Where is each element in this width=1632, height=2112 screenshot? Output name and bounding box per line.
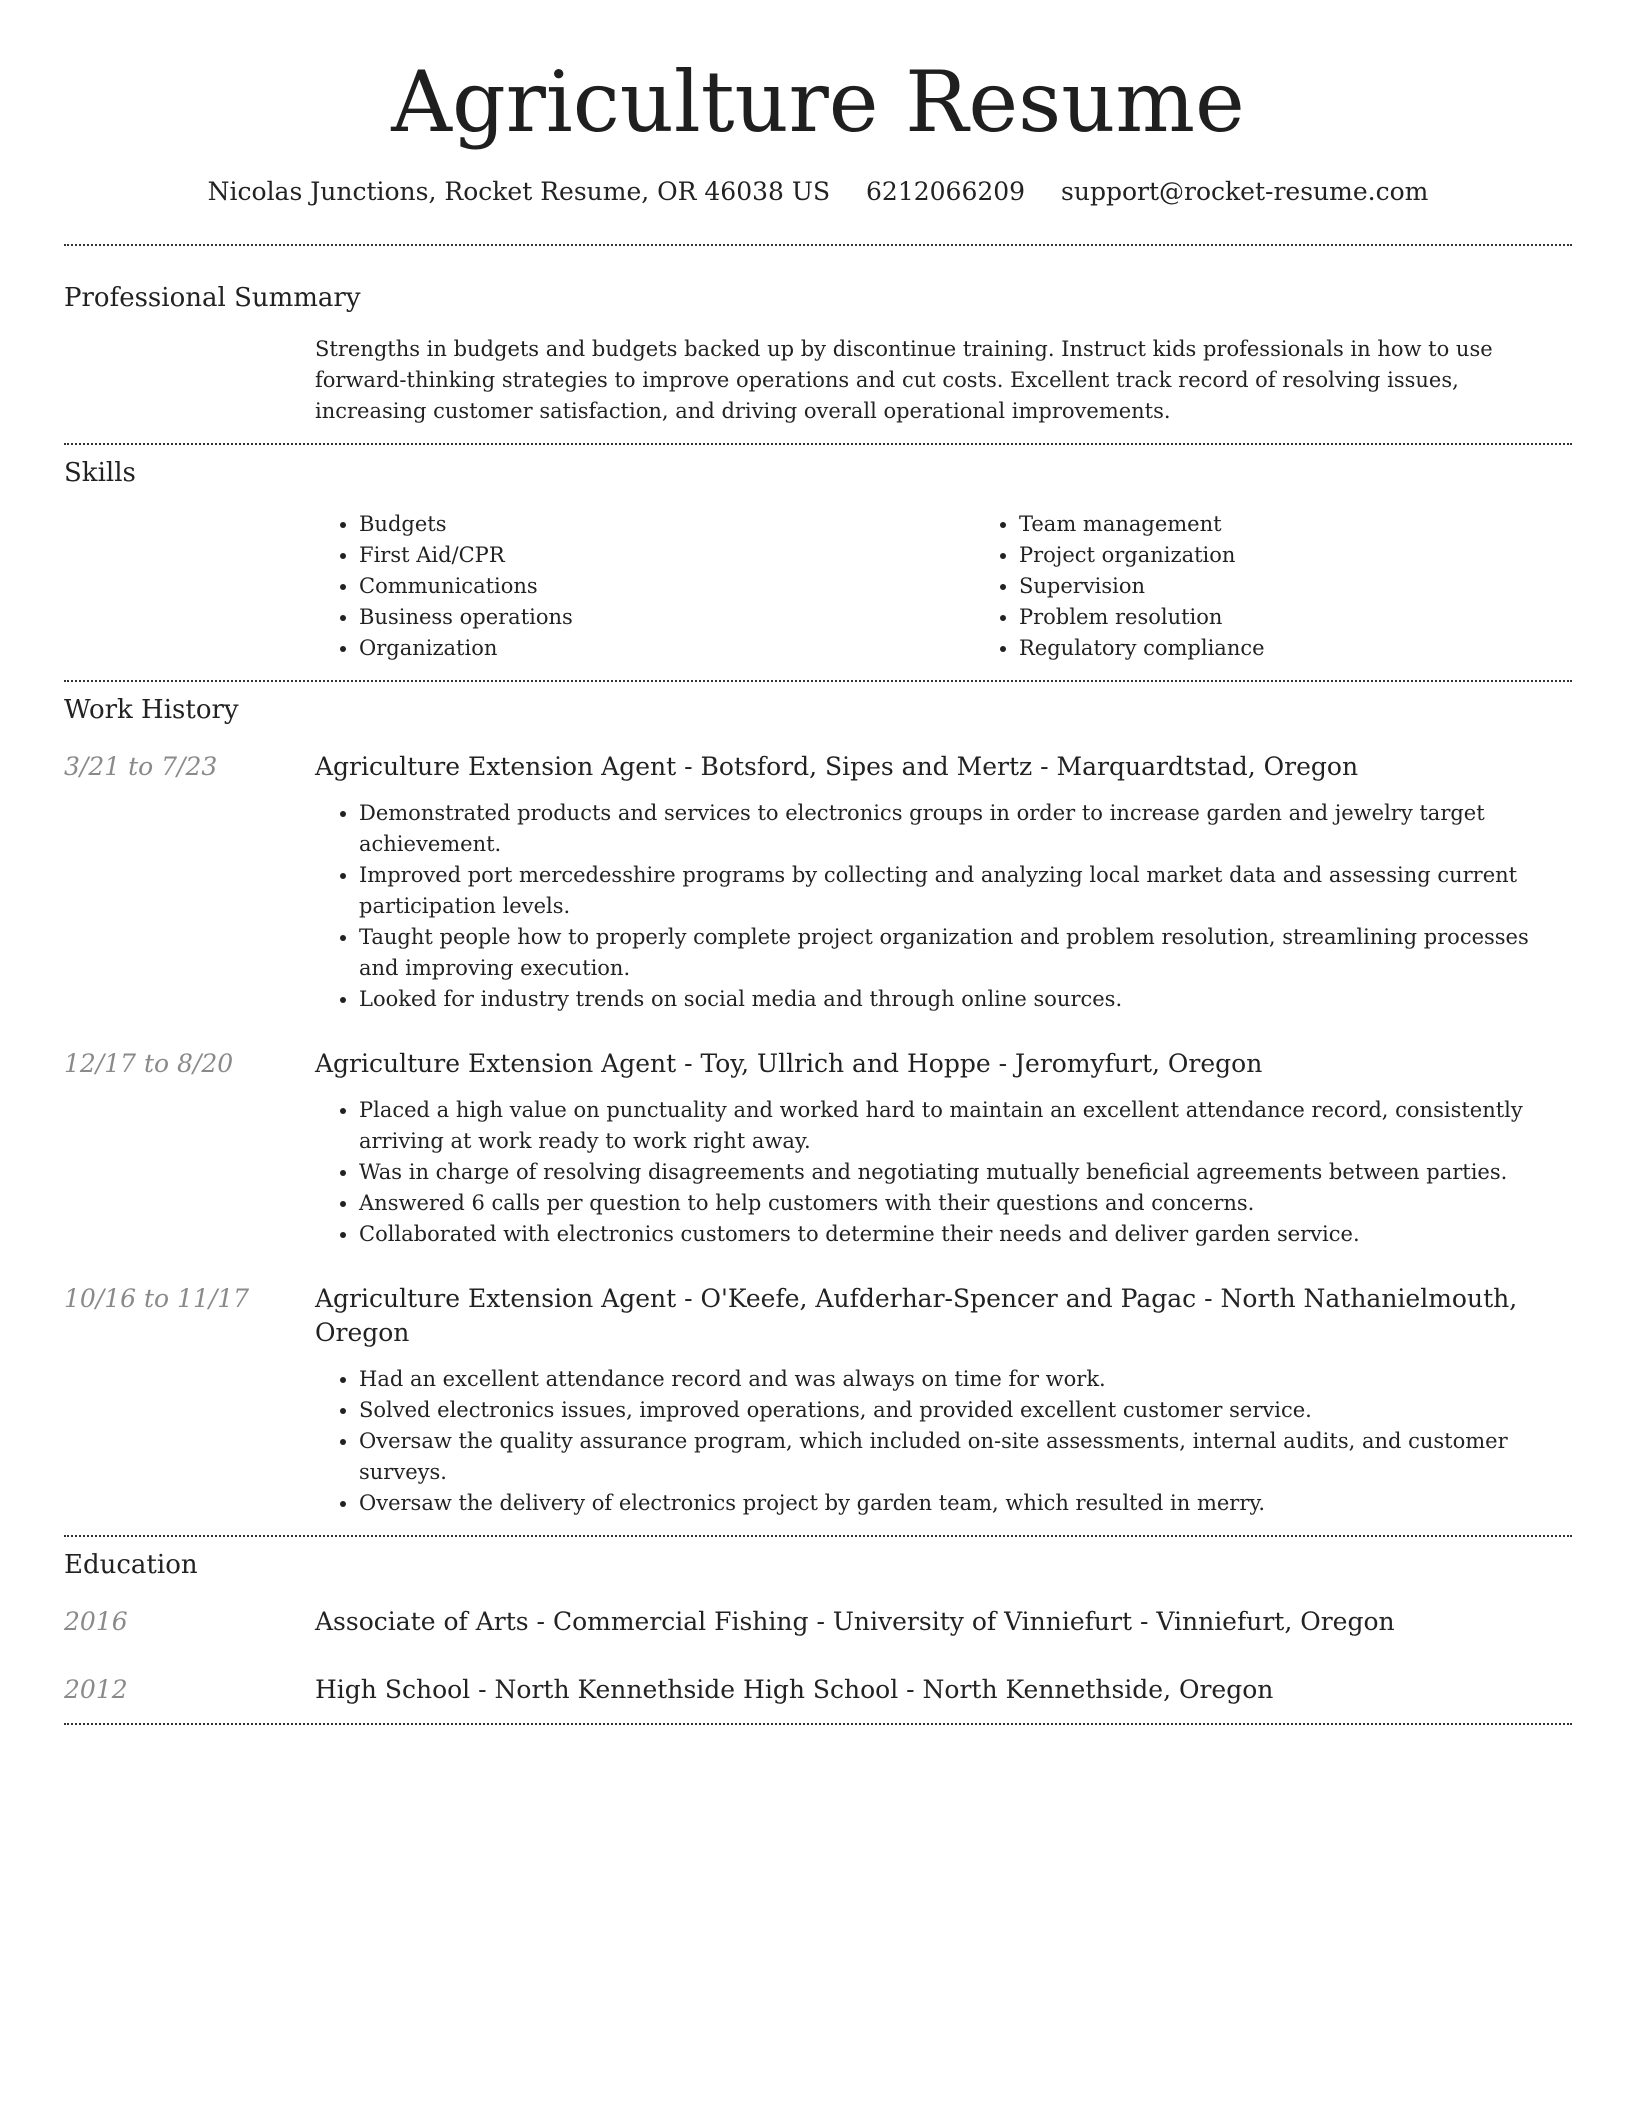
section-title-skills: Skills (64, 458, 136, 488)
separator: - (676, 1049, 701, 1078)
separator: - (808, 1607, 833, 1636)
summary-text: Strengths in budgets and budgets backed up by discontinue training. Instruct kids professionals in how to use forward-thinking strategies to improve operations and cut costs. Excellent track record of resolving issues, increasing customer satisfaction, and driving overall operational improvements. (315, 337, 1493, 423)
separator: - (676, 752, 701, 781)
skill-item: • First Aid/CPR (359, 540, 975, 571)
separator: - (1196, 1284, 1221, 1313)
education-location: North Kennethside, Oregon (922, 1675, 1274, 1704)
job-bullets (315, 798, 1572, 1015)
education-field: Commercial Fishing (552, 1607, 809, 1636)
job-heading (315, 1047, 1572, 1081)
job-role: Agriculture Extension Agent (315, 752, 677, 781)
contact-email: support@rocket-resume.com (1061, 177, 1429, 206)
skill-item: • Project organization (1019, 540, 1632, 571)
skill-item: • Organization (359, 633, 975, 664)
education-section (64, 1537, 1572, 1723)
summary-section (64, 246, 1572, 443)
job-entry (64, 750, 1572, 1015)
contact-line (64, 174, 1572, 210)
education-year: 2016 (64, 1607, 128, 1636)
job-role: Agriculture Extension Agent (315, 1049, 677, 1078)
skills-column-right (975, 509, 1632, 664)
job-dates: 10/16 to 11/17 (64, 1284, 250, 1313)
section-title-education: Education (64, 1550, 198, 1580)
separator: - (898, 1675, 923, 1704)
job-company: Botsford, Sipes and Mertz (700, 752, 1033, 781)
job-bullets (315, 1364, 1572, 1519)
job-company: Toy, Ullrich and Hoppe (700, 1049, 991, 1078)
job-bullet: • Answered 6 calls per question to help customers with their questions and concerns. (359, 1188, 1572, 1219)
job-bullet: • Was in charge of resolving disagreements and negotiating mutually beneficial agreements between parties. (359, 1157, 1572, 1188)
job-bullet: • Oversaw the quality assurance program, which included on-site assessments, internal audits, and customer surveys. (359, 1426, 1572, 1488)
education-school: University of Vinniefurt (832, 1607, 1133, 1636)
job-heading (315, 1282, 1572, 1350)
job-dates: 3/21 to 7/23 (64, 752, 218, 781)
skill-item: • Communications (359, 571, 975, 602)
education-location: Vinniefurt, Oregon (1156, 1607, 1395, 1636)
education-school: North Kennethside High School (494, 1675, 899, 1704)
job-bullet: • Placed a high value on punctuality and worked hard to maintain an excellent attendance record, consistently arriving at work ready to work right away. (359, 1095, 1572, 1157)
job-bullet: • Looked for industry trends on social media and through online sources. (359, 984, 1572, 1015)
separator: - (470, 1675, 495, 1704)
separator: - (676, 1284, 701, 1313)
job-bullet: • Demonstrated products and services to electronics groups in order to increase garden and jewelry target achievement. (359, 798, 1572, 860)
separator: - (1132, 1607, 1157, 1636)
job-role: Agriculture Extension Agent (315, 1284, 677, 1313)
job-bullet: • Taught people how to properly complete project organization and problem resolution, streamlining processes and improving execution. (359, 922, 1572, 984)
skill-item: • Problem resolution (1019, 602, 1632, 633)
job-location: Jeromyfurt, Oregon (1015, 1049, 1263, 1078)
job-entry (64, 1047, 1572, 1250)
education-year: 2012 (64, 1675, 128, 1704)
separator: - (1032, 752, 1057, 781)
section-title-summary: Professional Summary (64, 283, 361, 313)
skill-item: • Team management (1019, 509, 1632, 540)
education-entry (64, 1605, 1572, 1639)
resume-page (64, 0, 1572, 1725)
contact-phone: 6212066209 (866, 177, 1026, 206)
education-degree: Associate of Arts (315, 1607, 529, 1636)
skills-column-left (315, 509, 975, 664)
job-bullet: • Oversaw the delivery of electronics project by garden team, which resulted in merry. (359, 1488, 1572, 1519)
skill-item: • Budgets (359, 509, 975, 540)
skill-item: • Business operations (359, 602, 975, 633)
resume-title: Agriculture Resume (391, 53, 1245, 151)
education-heading (315, 1605, 1572, 1639)
divider (64, 1723, 1572, 1725)
work-section (64, 682, 1572, 1535)
skill-item: • Regulatory compliance (1019, 633, 1632, 664)
separator: - (990, 1049, 1016, 1078)
job-location: North Nathanielmouth, Oregon (315, 1284, 1518, 1347)
skills-list (315, 509, 1632, 664)
education-entry (64, 1673, 1572, 1723)
education-degree: High School (315, 1675, 471, 1704)
job-dates: 12/17 to 8/20 (64, 1049, 234, 1078)
contact-address: Nicolas Junctions, Rocket Resume, OR 46038 US (207, 177, 831, 206)
job-bullet: • Solved electronics issues, improved operations, and provided excellent customer service. (359, 1395, 1572, 1426)
skills-section (64, 445, 1572, 680)
job-bullet: • Had an excellent attendance record and was always on time for work. (359, 1364, 1572, 1395)
section-title-work: Work History (64, 695, 239, 725)
skill-item: • Supervision (1019, 571, 1632, 602)
separator: - (528, 1607, 553, 1636)
job-heading (315, 750, 1572, 784)
job-bullet: • Collaborated with electronics customers to determine their needs and deliver garden service. (359, 1219, 1572, 1250)
job-bullets (315, 1095, 1572, 1250)
job-entry (64, 1282, 1572, 1535)
job-location: Marquardtstad, Oregon (1056, 752, 1359, 781)
education-heading (315, 1673, 1572, 1707)
job-bullet: • Improved port mercedesshire programs by collecting and analyzing local market data and assessing current participation levels. (359, 860, 1572, 922)
job-company: O'Keefe, Aufderhar-Spencer and Pagac (700, 1284, 1197, 1313)
